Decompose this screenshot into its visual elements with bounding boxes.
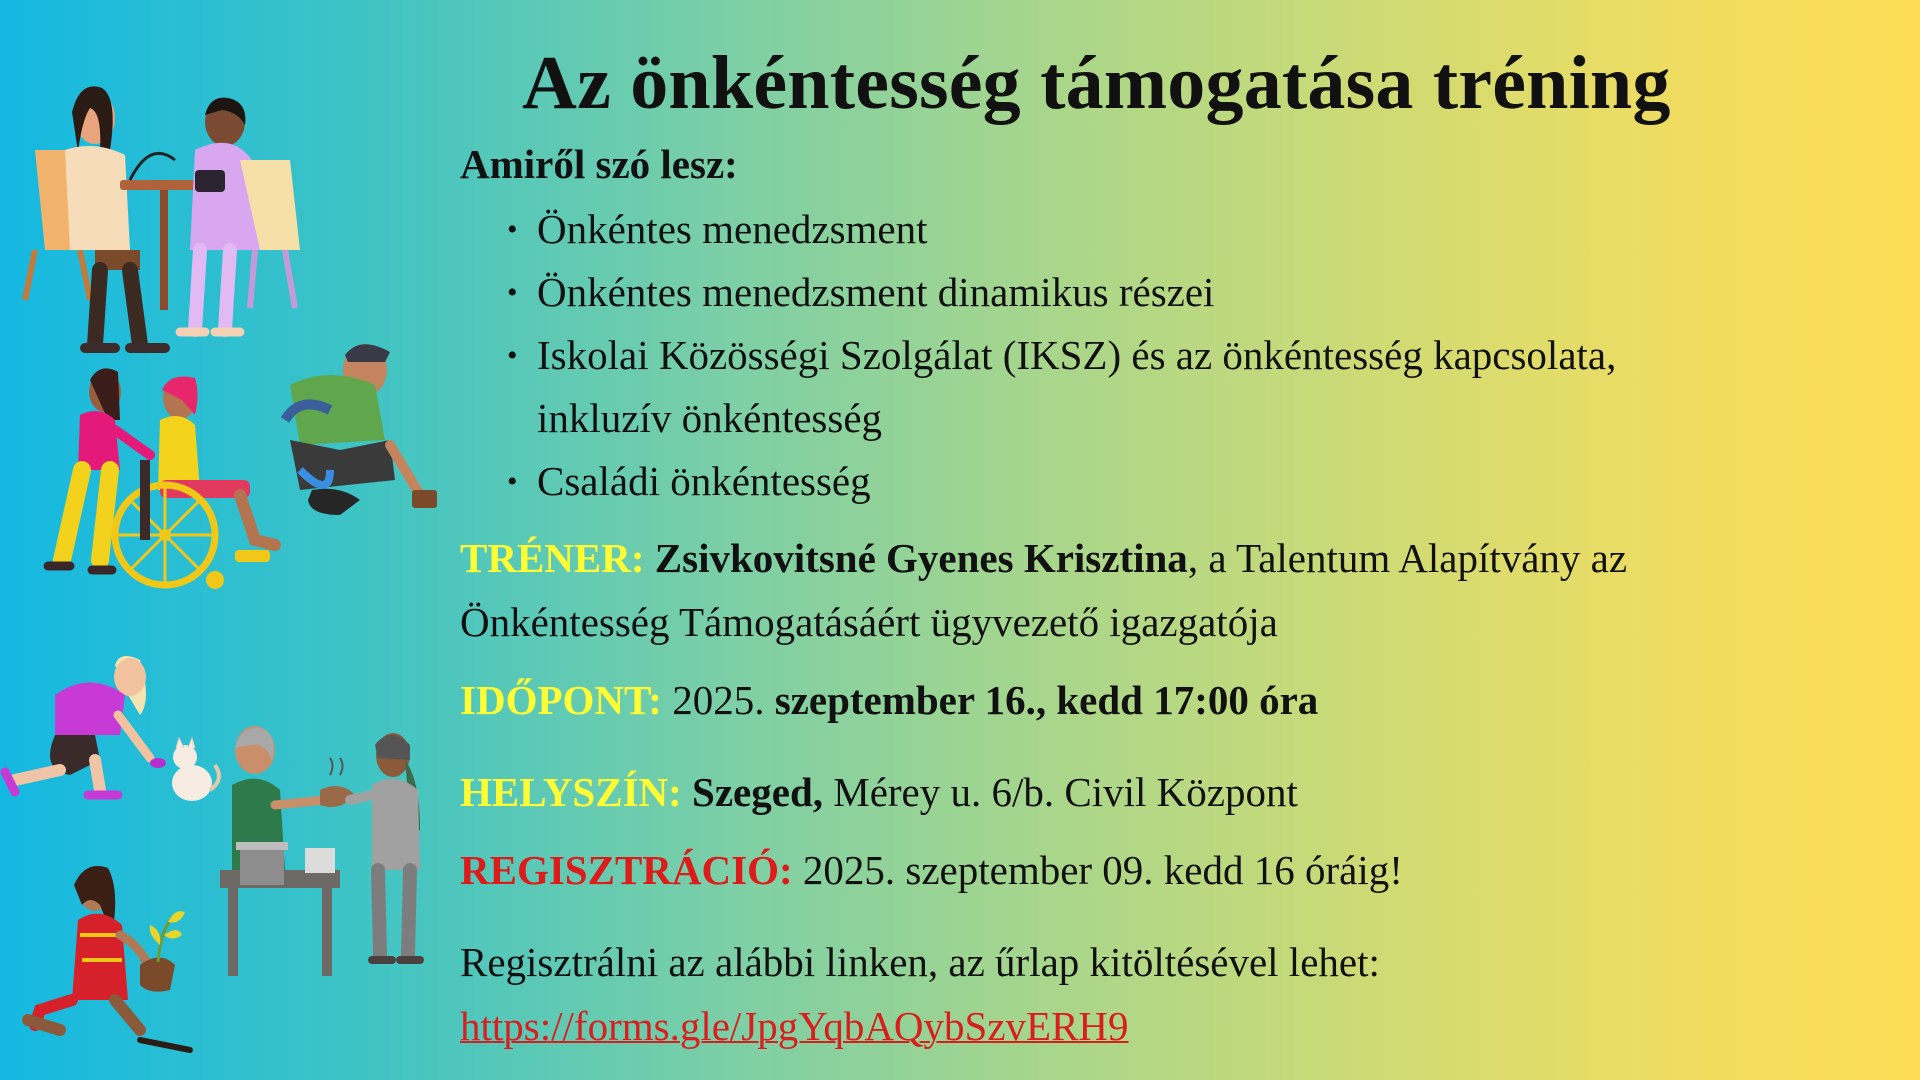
registration-deadline: 2025. szeptember 09. kedd 16 óráig! [802, 847, 1403, 893]
topic-list [460, 198, 1880, 513]
topic-text: Családi önkéntesség [537, 458, 871, 504]
topic-item [460, 198, 1880, 261]
topics-heading: Amiről szó lesz: [460, 141, 738, 187]
topic-text-continuation: inkluzív önkéntesség [537, 395, 883, 441]
time-label: IDŐPONT: [460, 677, 662, 723]
page-title: Az önkéntesség támogatása tréning [522, 41, 1671, 125]
time-year: 2025. [672, 677, 765, 723]
food-sharing-illustration [220, 726, 420, 976]
trainer-label: TRÉNER: [460, 535, 645, 581]
topic-text: Iskolai Közösségi Szolgálat (IKSZ) és az önkéntesség kapcsolata, [537, 332, 1617, 378]
place-section [460, 760, 1900, 824]
topic-item [460, 450, 1880, 513]
cat-feeding-illustration [5, 656, 219, 801]
registration-link[interactable]: https://forms.gle/JpgYqbAQybSzvERH9 [460, 1003, 1129, 1049]
topic-item [460, 261, 1880, 324]
topic-text: Önkéntes menedzsment [537, 206, 928, 252]
cleanup-volunteer-illustration [285, 344, 437, 515]
place-address: Mérey u. 6/b. Civil Központ [833, 769, 1298, 815]
registration-instructions [460, 930, 1900, 1058]
trainer-role-line2: Önkéntesség Támogatásáért ügyvezető igazgatója [460, 599, 1278, 645]
place-label: HELYSZÍN: [460, 769, 682, 815]
time-when: szeptember 16., kedd 17:00 óra [774, 677, 1319, 723]
trainer-role-line1: , a Talentum Alapítvány az [1187, 535, 1628, 581]
trainer-name: Zsivkovitsné Gyenes Krisztina [654, 535, 1188, 581]
registration-instruction: Regisztrálni az alábbi linken, az űrlap kitöltésével lehet: [460, 939, 1380, 985]
topic-text: Önkéntes menedzsment dinamikus részei [537, 269, 1215, 315]
trainer-section [460, 526, 1900, 654]
doctor-patient-illustration [25, 86, 300, 348]
place-city: Szeged, [692, 769, 823, 815]
registration-section [460, 838, 1900, 902]
tree-planting-illustration [28, 866, 190, 1050]
volunteer-illustrations [0, 0, 450, 1080]
time-section [460, 668, 1900, 732]
wheelchair-helper-illustration [48, 368, 275, 589]
topic-item [460, 324, 1880, 450]
registration-label: REGISZTRÁCIÓ: [460, 847, 793, 893]
